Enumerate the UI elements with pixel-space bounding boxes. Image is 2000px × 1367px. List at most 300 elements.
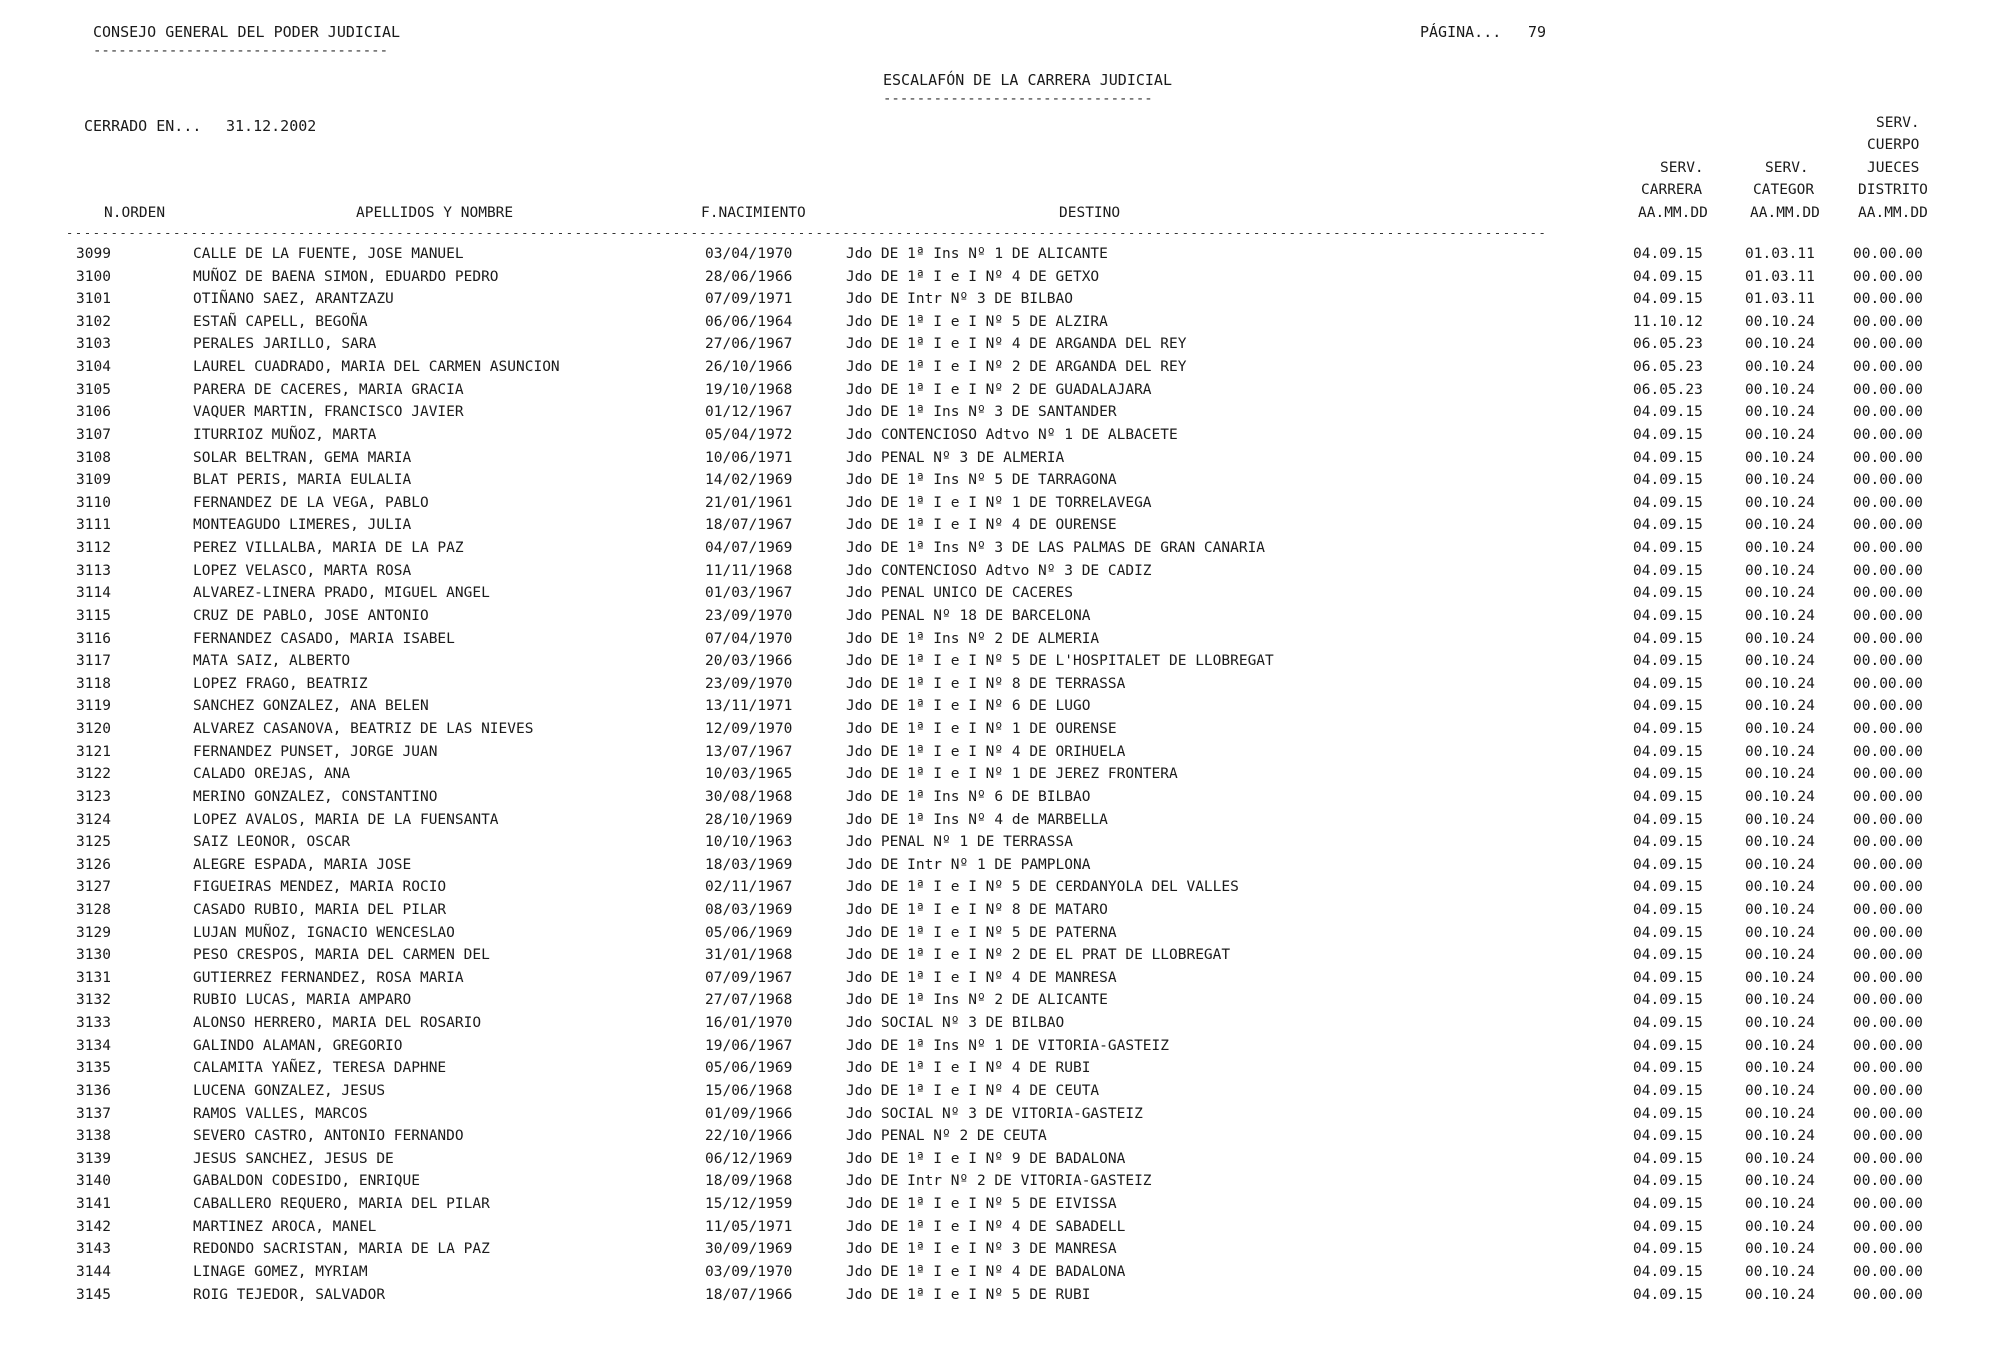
table-row: [0, 1060, 2000, 1083]
col-header-nombre: APELLIDOS Y NOMBRE: [356, 205, 514, 221]
judge-name: OTIÑANO SAEZ, ARANTZAZU: [193, 291, 394, 308]
serv-jueces-distrito: 00.00.00: [1853, 630, 1923, 647]
serv-jueces-distrito: 00.00.00: [1853, 811, 1923, 828]
birth-date: 05/06/1969: [705, 924, 793, 941]
orden-number: 3113: [76, 562, 111, 579]
table-row: [0, 1083, 2000, 1106]
destination: Jdo PENAL Nº 18 DE BARCELONA: [846, 607, 1091, 624]
judge-name: ALONSO HERRERO, MARIA DEL ROSARIO: [193, 1015, 482, 1032]
destination: Jdo DE 1ª I e I Nº 2 DE ARGANDA DEL REY: [846, 359, 1187, 376]
serv-jueces-distrito: 00.00.00: [1853, 562, 1923, 579]
judge-name: JESUS SANCHEZ, JESUS DE: [193, 1150, 394, 1167]
serv-categor: 00.10.24: [1745, 1060, 1815, 1077]
serv-carrera: 04.09.15: [1633, 1150, 1703, 1167]
serv-carrera: 04.09.15: [1633, 969, 1703, 986]
serv-jueces-distrito: 00.00.00: [1853, 947, 1923, 964]
serv-jueces-distrito: 00.00.00: [1853, 381, 1923, 398]
serv-categor: 00.10.24: [1745, 788, 1815, 805]
serv-categor: 00.10.24: [1745, 766, 1815, 783]
destination: Jdo DE 1ª I e I Nº 4 DE OURENSE: [846, 517, 1117, 534]
orden-number: 3114: [76, 585, 111, 602]
serv-categor: 00.10.24: [1745, 743, 1815, 760]
serv-jueces-distrito: 00.00.00: [1853, 856, 1923, 873]
serv-jueces-distrito: 00.00.00: [1853, 336, 1923, 353]
table-row: [0, 902, 2000, 925]
destination: Jdo DE 1ª Ins Nº 2 DE ALMERIA: [846, 630, 1100, 647]
table-row: [0, 812, 2000, 835]
destination: Jdo DE 1ª I e I Nº 1 DE JEREZ FRONTERA: [846, 766, 1178, 783]
orden-number: 3126: [76, 856, 111, 873]
birth-date: 14/02/1969: [705, 472, 793, 489]
col-header-jueces-4: DISTRITO: [1858, 182, 1928, 198]
birth-date: 28/10/1969: [705, 811, 793, 828]
destination: Jdo DE 1ª Ins Nº 4 de MARBELLA: [846, 811, 1108, 828]
serv-carrera: 04.09.15: [1633, 1015, 1703, 1032]
serv-jueces-distrito: 00.00.00: [1853, 1015, 1923, 1032]
serv-categor: 00.10.24: [1745, 924, 1815, 941]
table-row: [0, 269, 2000, 292]
table-row: [0, 721, 2000, 744]
birth-date: 07/09/1967: [705, 969, 793, 986]
orden-number: 3099: [76, 246, 111, 262]
col-header-categor-2: CATEGOR: [1753, 182, 1815, 198]
serv-carrera: 04.09.15: [1633, 1037, 1703, 1054]
serv-categor: 00.10.24: [1745, 1128, 1815, 1145]
serv-categor: 00.10.24: [1745, 1105, 1815, 1122]
birth-date: 15/06/1968: [705, 1082, 793, 1099]
table-row: [0, 450, 2000, 473]
orden-number: 3125: [76, 834, 111, 851]
destination: Jdo PENAL UNICO DE CACERES: [846, 585, 1073, 602]
serv-carrera: 04.09.15: [1633, 653, 1703, 670]
judge-name: LOPEZ VELASCO, MARTA ROSA: [193, 562, 412, 579]
destination: Jdo DE 1ª I e I Nº 5 DE ALZIRA: [846, 313, 1108, 330]
serv-categor: 00.10.24: [1745, 675, 1815, 692]
table-row: [0, 766, 2000, 789]
serv-categor: 00.10.24: [1745, 540, 1815, 557]
serv-categor: 00.10.24: [1745, 1241, 1815, 1258]
judge-name: MARTINEZ AROCA, MANEL: [193, 1218, 377, 1235]
orden-number: 3140: [76, 1173, 111, 1190]
serv-categor: 00.10.24: [1745, 607, 1815, 624]
serv-categor: 00.10.24: [1745, 1286, 1815, 1303]
destination: Jdo DE 1ª I e I Nº 1 DE OURENSE: [846, 721, 1117, 738]
orden-number: 3139: [76, 1150, 111, 1167]
birth-date: 04/07/1969: [705, 540, 793, 557]
serv-categor: 00.10.24: [1745, 969, 1815, 986]
serv-carrera: 04.09.15: [1633, 607, 1703, 624]
serv-carrera: 11.10.12: [1633, 313, 1703, 330]
table-row: [0, 1241, 2000, 1264]
serv-jueces-distrito: 00.00.00: [1853, 449, 1923, 466]
serv-jueces-distrito: 00.00.00: [1853, 1082, 1923, 1099]
destination: Jdo CONTENCIOSO Adtvo Nº 3 DE CADIZ: [846, 562, 1152, 579]
orden-number: 3128: [76, 901, 111, 918]
serv-carrera: 04.09.15: [1633, 404, 1703, 421]
birth-date: 02/11/1967: [705, 879, 793, 896]
orden-number: 3136: [76, 1082, 111, 1099]
col-header-jueces-2: CUERPO: [1867, 137, 1920, 153]
destination: Jdo DE 1ª I e I Nº 2 DE EL PRAT DE LLOBREGAT: [846, 947, 1231, 964]
judge-name: MERINO GONZALEZ, CONSTANTINO: [193, 788, 438, 805]
serv-categor: 00.10.24: [1745, 494, 1815, 511]
serv-categor: 00.10.24: [1745, 653, 1815, 670]
orden-number: 3135: [76, 1060, 111, 1077]
orden-number: 3127: [76, 879, 111, 896]
orden-number: 3116: [76, 630, 111, 647]
birth-date: 16/01/1970: [705, 1015, 793, 1032]
table-row: [0, 879, 2000, 902]
serv-carrera: 04.09.15: [1633, 1060, 1703, 1077]
table-row: [0, 472, 2000, 495]
serv-jueces-distrito: 00.00.00: [1853, 517, 1923, 534]
judge-name: FIGUEIRAS MENDEZ, MARIA ROCIO: [193, 879, 447, 896]
serv-carrera: 04.09.15: [1633, 472, 1703, 489]
serv-categor: 00.10.24: [1745, 426, 1815, 443]
table-row: [0, 336, 2000, 359]
orden-number: 3123: [76, 788, 111, 805]
orden-number: 3110: [76, 494, 111, 511]
orden-number: 3119: [76, 698, 111, 715]
serv-carrera: 04.09.15: [1633, 992, 1703, 1009]
serv-carrera: 04.09.15: [1633, 585, 1703, 602]
serv-categor: 00.10.24: [1745, 992, 1815, 1009]
serv-categor: 00.10.24: [1745, 404, 1815, 421]
orden-number: 3131: [76, 969, 111, 986]
judge-name: LINAGE GOMEZ, MYRIAM: [193, 1263, 368, 1280]
destination: Jdo DE 1ª Ins Nº 5 DE TARRAGONA: [846, 472, 1117, 489]
serv-carrera: 04.09.15: [1633, 1263, 1703, 1280]
page-label: PÁGINA...: [1420, 23, 1502, 41]
destination: Jdo DE 1ª I e I Nº 4 DE BADALONA: [846, 1263, 1126, 1280]
serv-jueces-distrito: 00.00.00: [1853, 268, 1923, 285]
birth-date: 10/03/1965: [705, 766, 793, 783]
organization-name: CONSEJO GENERAL DEL PODER JUDICIAL: [93, 23, 401, 41]
serv-categor: 00.10.24: [1745, 1263, 1815, 1280]
serv-jueces-distrito: 00.00.00: [1853, 472, 1923, 489]
serv-carrera: 04.09.15: [1633, 675, 1703, 692]
serv-categor: 00.10.24: [1745, 901, 1815, 918]
serv-carrera: 04.09.15: [1633, 494, 1703, 511]
orden-number: 3145: [76, 1286, 111, 1303]
serv-jueces-distrito: 00.00.00: [1853, 1241, 1923, 1258]
judge-name: ALEGRE ESPADA, MARIA JOSE: [193, 856, 412, 873]
orden-number: 3134: [76, 1037, 111, 1054]
serv-carrera: 06.05.23: [1633, 381, 1703, 398]
serv-carrera: 04.09.15: [1633, 562, 1703, 579]
judge-name: PEREZ VILLALBA, MARIA DE LA PAZ: [193, 540, 464, 557]
birth-date: 18/07/1966: [705, 1286, 793, 1303]
orden-number: 3121: [76, 743, 111, 760]
serv-carrera: 04.09.15: [1633, 924, 1703, 941]
orden-number: 3118: [76, 675, 111, 692]
serv-jueces-distrito: 00.00.00: [1853, 901, 1923, 918]
birth-date: 18/09/1968: [705, 1173, 793, 1190]
serv-categor: 00.10.24: [1745, 947, 1815, 964]
serv-jueces-distrito: 00.00.00: [1853, 924, 1923, 941]
table-row: [0, 1219, 2000, 1242]
serv-jueces-distrito: 00.00.00: [1853, 653, 1923, 670]
judge-name: PERALES JARILLO, SARA: [193, 336, 377, 353]
orden-number: 3133: [76, 1015, 111, 1032]
destination: Jdo PENAL Nº 3 DE ALMERIA: [846, 449, 1065, 466]
table-row: [0, 404, 2000, 427]
serv-carrera: 04.09.15: [1633, 856, 1703, 873]
orden-number: 3143: [76, 1241, 111, 1258]
serv-categor: 00.10.24: [1745, 359, 1815, 376]
serv-carrera: 04.09.15: [1633, 834, 1703, 851]
table-row: [0, 314, 2000, 337]
serv-jueces-distrito: 00.00.00: [1853, 992, 1923, 1009]
judge-name: RAMOS VALLES, MARCOS: [193, 1105, 368, 1122]
judge-name: MATA SAIZ, ALBERTO: [193, 653, 351, 670]
serv-carrera: 04.09.15: [1633, 901, 1703, 918]
serv-carrera: 04.09.15: [1633, 788, 1703, 805]
destination: Jdo SOCIAL Nº 3 DE VITORIA-GASTEIZ: [846, 1105, 1143, 1122]
table-row: [0, 540, 2000, 563]
serv-categor: 00.10.24: [1745, 336, 1815, 353]
serv-carrera: 04.09.15: [1633, 449, 1703, 466]
serv-carrera: 06.05.23: [1633, 359, 1703, 376]
serv-jueces-distrito: 00.00.00: [1853, 1060, 1923, 1077]
serv-carrera: 04.09.15: [1633, 630, 1703, 647]
serv-jueces-distrito: 00.00.00: [1853, 1263, 1923, 1280]
judge-name: ALVAREZ-LINERA PRADO, MIGUEL ANGEL: [193, 585, 490, 602]
table-row: [0, 1173, 2000, 1196]
orden-number: 3104: [76, 359, 111, 376]
destination: Jdo DE 1ª I e I Nº 4 DE GETXO: [846, 268, 1100, 285]
table-row: [0, 517, 2000, 540]
birth-date: 18/07/1967: [705, 517, 793, 534]
orden-number: 3132: [76, 992, 111, 1009]
serv-jueces-distrito: 00.00.00: [1853, 1037, 1923, 1054]
serv-jueces-distrito: 00.00.00: [1853, 585, 1923, 602]
serv-categor: 00.10.24: [1745, 1196, 1815, 1213]
birth-date: 21/01/1961: [705, 494, 793, 511]
table-row: [0, 246, 2000, 269]
birth-date: 20/03/1966: [705, 653, 793, 670]
orden-number: 3105: [76, 381, 111, 398]
judge-name: LOPEZ AVALOS, MARIA DE LA FUENSANTA: [193, 811, 499, 828]
birth-date: 07/04/1970: [705, 630, 793, 647]
destination: Jdo DE 1ª Ins Nº 3 DE LAS PALMAS DE GRAN CANARIA: [846, 540, 1266, 557]
judge-name: LUCENA GONZALEZ, JESUS: [193, 1082, 386, 1099]
destination: Jdo DE 1ª Ins Nº 1 DE ALICANTE: [846, 246, 1108, 262]
orden-number: 3120: [76, 721, 111, 738]
birth-date: 11/05/1971: [705, 1218, 793, 1235]
destination: Jdo DE 1ª I e I Nº 5 DE L'HOSPITALET DE LLOBREGAT: [846, 653, 1274, 670]
serv-carrera: 04.09.15: [1633, 1196, 1703, 1213]
orden-number: 3122: [76, 766, 111, 783]
serv-carrera: 04.09.15: [1633, 291, 1703, 308]
col-header-carrera-1: SERV.: [1660, 160, 1704, 176]
serv-categor: 00.10.24: [1745, 879, 1815, 896]
col-header-jueces-3: JUECES: [1867, 160, 1920, 176]
serv-jueces-distrito: 00.00.00: [1853, 1105, 1923, 1122]
birth-date: 28/06/1966: [705, 268, 793, 285]
serv-categor: 00.10.24: [1745, 1082, 1815, 1099]
birth-date: 01/03/1967: [705, 585, 793, 602]
table-row: [0, 495, 2000, 518]
serv-carrera: 04.09.15: [1633, 1082, 1703, 1099]
table-row: [0, 1287, 2000, 1310]
serv-jueces-distrito: 00.00.00: [1853, 291, 1923, 308]
destination: Jdo DE 1ª Ins Nº 3 DE SANTANDER: [846, 404, 1117, 421]
birth-date: 03/09/1970: [705, 1263, 793, 1280]
birth-date: 13/07/1967: [705, 743, 793, 760]
serv-carrera: 04.09.15: [1633, 517, 1703, 534]
judge-name: SAIZ LEONOR, OSCAR: [193, 834, 351, 851]
orden-number: 3108: [76, 449, 111, 466]
table-row: [0, 834, 2000, 857]
serv-categor: 00.10.24: [1745, 313, 1815, 330]
table-row: [0, 585, 2000, 608]
birth-date: 07/09/1971: [705, 291, 793, 308]
serv-categor: 00.10.24: [1745, 721, 1815, 738]
serv-jueces-distrito: 00.00.00: [1853, 1286, 1923, 1303]
serv-jueces-distrito: 00.00.00: [1853, 1150, 1923, 1167]
judge-name: LOPEZ FRAGO, BEATRIZ: [193, 675, 368, 692]
judge-name: LUJAN MUÑOZ, IGNACIO WENCESLAO: [193, 924, 455, 941]
judge-name: FERNANDEZ CASADO, MARIA ISABEL: [193, 630, 455, 647]
serv-jueces-distrito: 00.00.00: [1853, 540, 1923, 557]
judge-name: GALINDO ALAMAN, GREGORIO: [193, 1037, 403, 1054]
judge-name: GUTIERREZ FERNANDEZ, ROSA MARIA: [193, 969, 464, 986]
orden-number: 3117: [76, 653, 111, 670]
serv-carrera: 04.09.15: [1633, 540, 1703, 557]
table-row: [0, 631, 2000, 654]
birth-date: 08/03/1969: [705, 901, 793, 918]
table-row: [0, 947, 2000, 970]
destination: Jdo DE 1ª I e I Nº 6 DE LUGO: [846, 698, 1091, 715]
serv-jueces-distrito: 00.00.00: [1853, 766, 1923, 783]
destination: Jdo DE 1ª I e I Nº 5 DE RUBI: [846, 1286, 1091, 1303]
judge-name: GABALDON CODESIDO, ENRIQUE: [193, 1173, 420, 1190]
judge-name: SEVERO CASTRO, ANTONIO FERNANDO: [193, 1128, 464, 1145]
serv-categor: 00.10.24: [1745, 834, 1815, 851]
destination: Jdo DE Intr Nº 1 DE PAMPLONA: [846, 856, 1091, 873]
destination: Jdo DE 1ª Ins Nº 1 DE VITORIA-GASTEIZ: [846, 1037, 1170, 1054]
serv-jueces-distrito: 00.00.00: [1853, 788, 1923, 805]
table-row: [0, 970, 2000, 993]
birth-date: 27/07/1968: [705, 992, 793, 1009]
destination: Jdo DE 1ª Ins Nº 2 DE ALICANTE: [846, 992, 1108, 1009]
table-row: [0, 291, 2000, 314]
serv-categor: 00.10.24: [1745, 1173, 1815, 1190]
col-header-categor-1: SERV.: [1765, 160, 1809, 176]
col-header-categor-3: AA.MM.DD: [1750, 205, 1820, 221]
table-row: [0, 359, 2000, 382]
destination: Jdo DE 1ª I e I Nº 3 DE MANRESA: [846, 1241, 1117, 1258]
serv-jueces-distrito: 00.00.00: [1853, 607, 1923, 624]
table-row: [0, 1128, 2000, 1151]
destination: Jdo DE 1ª I e I Nº 5 DE EIVISSA: [846, 1196, 1117, 1213]
destination: Jdo DE 1ª I e I Nº 5 DE PATERNA: [846, 924, 1117, 941]
col-header-nacimiento: F.NACIMIENTO: [701, 205, 806, 221]
orden-number: 3115: [76, 607, 111, 624]
judge-name: REDONDO SACRISTAN, MARIA DE LA PAZ: [193, 1241, 490, 1258]
judge-name: PESO CRESPOS, MARIA DEL CARMEN DEL: [193, 947, 490, 964]
table-row: [0, 698, 2000, 721]
judge-name: FERNANDEZ PUNSET, JORGE JUAN: [193, 743, 438, 760]
table-row: [0, 676, 2000, 699]
serv-jueces-distrito: 00.00.00: [1853, 1128, 1923, 1145]
col-header-carrera-2: CARRERA: [1641, 182, 1703, 198]
judge-name: MUÑOZ DE BAENA SIMON, EDUARDO PEDRO: [193, 268, 499, 285]
serv-categor: 00.10.24: [1745, 630, 1815, 647]
orden-number: 3141: [76, 1196, 111, 1213]
table-row: [0, 1106, 2000, 1129]
table-row: [0, 857, 2000, 880]
orden-number: 3138: [76, 1128, 111, 1145]
table-row: [0, 1264, 2000, 1287]
birth-date: 01/09/1966: [705, 1105, 793, 1122]
judge-name: CALAMITA YAÑEZ, TERESA DAPHNE: [193, 1060, 447, 1077]
col-header-jueces-5: AA.MM.DD: [1858, 205, 1928, 221]
table-row: [0, 992, 2000, 1015]
destination: Jdo DE 1ª I e I Nº 1 DE TORRELAVEGA: [846, 494, 1152, 511]
serv-categor: 00.10.24: [1745, 811, 1815, 828]
page-number: 79: [1528, 23, 1547, 41]
table-row: [0, 1038, 2000, 1061]
judge-name: CRUZ DE PABLO, JOSE ANTONIO: [193, 607, 429, 624]
serv-carrera: 04.09.15: [1633, 811, 1703, 828]
table-row: [0, 563, 2000, 586]
serv-carrera: 04.09.15: [1633, 246, 1703, 262]
header-separator: ----------------------------------------------------------------------------------------------------------------------------------------------------------------------: [66, 226, 1548, 240]
serv-categor: 00.10.24: [1745, 381, 1815, 398]
judge-name: BLAT PERIS, MARIA EULALIA: [193, 472, 412, 489]
orden-number: 3106: [76, 404, 111, 421]
birth-date: 27/06/1967: [705, 336, 793, 353]
orden-number: 3111: [76, 517, 111, 534]
destination: Jdo PENAL Nº 2 DE CEUTA: [846, 1128, 1047, 1145]
birth-date: 13/11/1971: [705, 698, 793, 715]
serv-jueces-distrito: 00.00.00: [1853, 969, 1923, 986]
birth-date: 19/06/1967: [705, 1037, 793, 1054]
judge-name: ITURRIOZ MUÑOZ, MARTA: [193, 426, 377, 443]
judge-name: LAUREL CUADRADO, MARIA DEL CARMEN ASUNCION: [193, 359, 560, 376]
birth-date: 23/09/1970: [705, 607, 793, 624]
serv-jueces-distrito: 00.00.00: [1853, 743, 1923, 760]
judge-name: CALLE DE LA FUENTE, JOSE MANUEL: [193, 246, 464, 262]
destination: Jdo DE 1ª I e I Nº 4 DE RUBI: [846, 1060, 1091, 1077]
birth-date: 11/11/1968: [705, 562, 793, 579]
col-header-orden: N.ORDEN: [104, 205, 166, 221]
table-row: [0, 744, 2000, 767]
birth-date: 05/06/1969: [705, 1060, 793, 1077]
birth-date: 22/10/1966: [705, 1128, 793, 1145]
closed-date: 31.12.2002: [226, 117, 317, 135]
orden-number: 3130: [76, 947, 111, 964]
table-row: [0, 427, 2000, 450]
destination: Jdo DE 1ª Ins Nº 6 DE BILBAO: [846, 788, 1091, 805]
orden-number: 3137: [76, 1105, 111, 1122]
destination: Jdo DE 1ª I e I Nº 4 DE ARGANDA DEL REY: [846, 336, 1187, 353]
destination: Jdo DE 1ª I e I Nº 4 DE CEUTA: [846, 1082, 1100, 1099]
judge-name: CABALLERO REQUERO, MARIA DEL PILAR: [193, 1196, 490, 1213]
serv-categor: 00.10.24: [1745, 472, 1815, 489]
birth-date: 05/04/1972: [705, 426, 793, 443]
birth-date: 06/06/1964: [705, 313, 793, 330]
judge-name: SANCHEZ GONZALEZ, ANA BELEN: [193, 698, 429, 715]
serv-categor: 00.10.24: [1745, 449, 1815, 466]
judge-name: ALVAREZ CASANOVA, BEATRIZ DE LAS NIEVES: [193, 721, 534, 738]
serv-carrera: 04.09.15: [1633, 426, 1703, 443]
judge-name: ESTAÑ CAPELL, BEGOÑA: [193, 313, 368, 330]
orden-number: 3100: [76, 268, 111, 285]
destination: Jdo DE 1ª I e I Nº 8 DE TERRASSA: [846, 675, 1126, 692]
